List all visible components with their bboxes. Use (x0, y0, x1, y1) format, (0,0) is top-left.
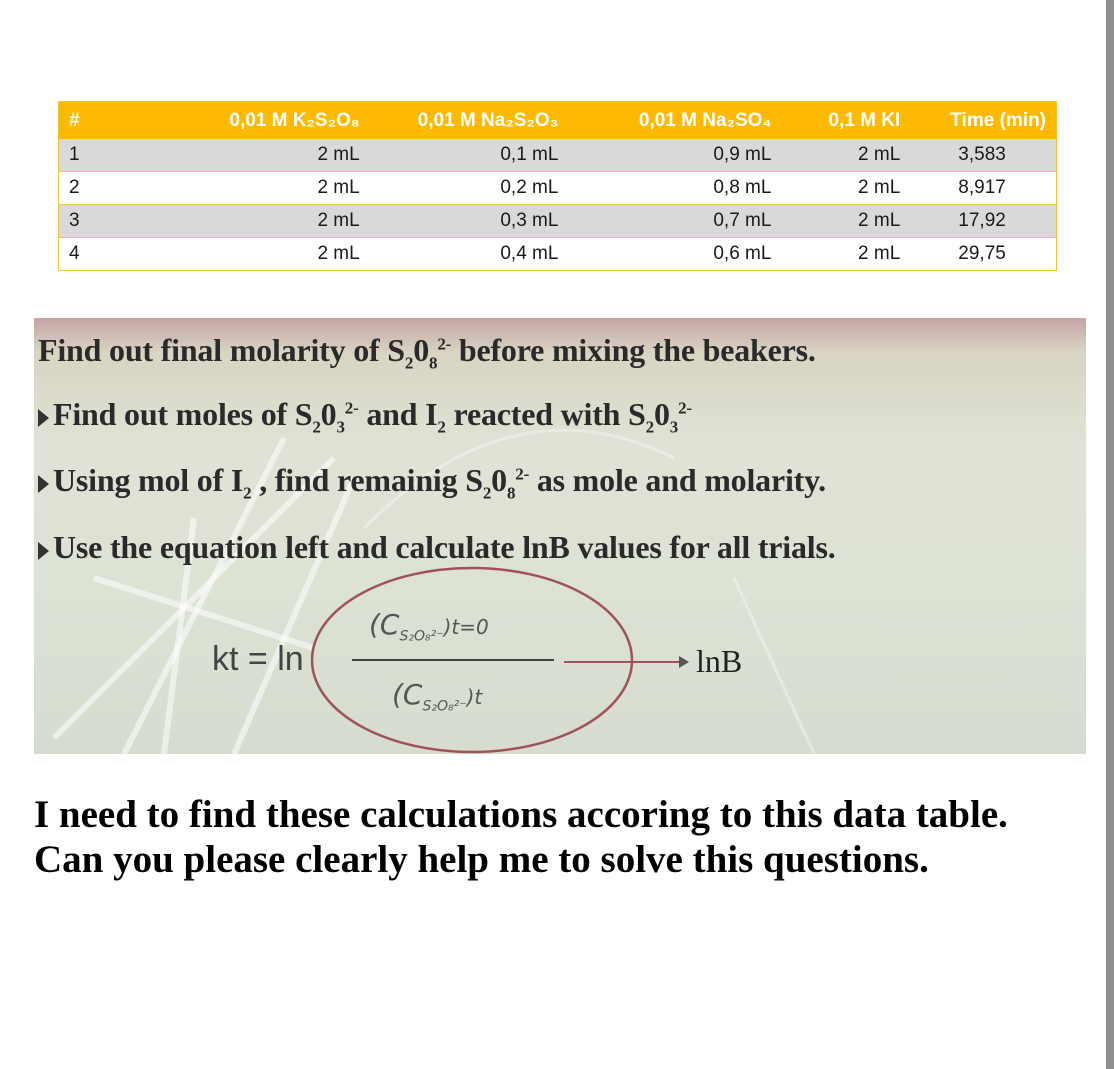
table-cell: 8,917 (910, 172, 1056, 205)
equation-result-lnb: lnB (696, 643, 743, 679)
subscript: 8 (429, 353, 438, 373)
denominator-close: )t (466, 685, 483, 709)
instruction-text: 0 (320, 396, 337, 432)
instruction-text: , find remainig S (251, 462, 483, 498)
instruction-text: Find out final molarity of S (38, 332, 405, 368)
column-header-number: # (59, 102, 148, 140)
column-header-time: Time (min) (910, 102, 1056, 140)
column-header-ki: 0,1 M KI (781, 102, 910, 140)
subscript: 2 (645, 417, 654, 437)
bullet-arrow-icon (38, 542, 49, 560)
table-cell: 0,6 mL (568, 238, 781, 271)
table-cell: 2 mL (781, 238, 910, 271)
page-edge-bar (1106, 0, 1114, 1069)
table-cell: 2 mL (781, 205, 910, 238)
equation-denominator (392, 678, 482, 715)
bullet-arrow-icon (38, 409, 49, 427)
table-cell: 3,583 (910, 139, 1056, 172)
table-cell: 2 mL (781, 139, 910, 172)
reagent-data-table (58, 101, 1057, 271)
table-cell: 0,7 mL (568, 205, 781, 238)
denominator-open: (C (392, 678, 423, 711)
numerator-open: (C (369, 608, 400, 641)
instruction-text: Using mol of I (53, 462, 244, 498)
column-header-na2s2o3: 0,01 M Na₂S₂O₃ (370, 102, 569, 140)
instruction-text: 0 (413, 332, 429, 368)
subscript: 2 (243, 483, 252, 503)
subscript: 3 (669, 417, 679, 437)
table-cell: 0,9 mL (568, 139, 781, 172)
table-cell: 2 mL (781, 172, 910, 205)
numerator-close: )t=0 (443, 615, 489, 639)
table-cell: 2 mL (147, 172, 370, 205)
instruction-line-2 (38, 396, 692, 437)
column-header-na2so4: 0,01 M Na₂SO₄ (568, 102, 781, 140)
table-cell: 1 (59, 139, 148, 172)
instruction-text: 0 (653, 396, 670, 432)
table-row (59, 172, 1057, 205)
table-row (59, 238, 1057, 271)
table-cell: 0,3 mL (370, 205, 569, 238)
table-cell: 4 (59, 238, 148, 271)
instruction-text: and I (358, 396, 438, 432)
instruction-text: 0 (491, 462, 507, 498)
subscript: 2 (437, 417, 446, 437)
table-header-row (59, 102, 1057, 140)
instruction-text: Use the equation left and calculate lnB values for all trials. (53, 529, 836, 565)
table-row (59, 205, 1057, 238)
instruction-line-3 (38, 462, 826, 503)
question-text: I need to find these calculations accoring to this data table. Can you please clearly help me to solve this questions. (34, 793, 1008, 882)
column-header-k2s2o8: 0,01 M K₂S₂O₈ (147, 102, 370, 140)
denominator-species: S₂O₈²⁻ (422, 698, 467, 715)
table-cell: 0,4 mL (370, 238, 569, 271)
bullet-arrow-icon (38, 475, 49, 493)
table-cell: 0,1 mL (370, 139, 569, 172)
table-cell: 2 mL (147, 238, 370, 271)
table-cell: 29,75 (910, 238, 1056, 271)
table-cell: 2 mL (147, 139, 370, 172)
instruction-line-4 (38, 529, 836, 566)
instruction-text: as mole and molarity. (529, 462, 826, 498)
numerator-species: S₂O₈²⁻ (399, 628, 444, 645)
subscript: 8 (506, 483, 516, 503)
instruction-text: Find out moles of S (53, 396, 313, 432)
table-cell: 0,8 mL (568, 172, 781, 205)
table-cell: 0,2 mL (370, 172, 569, 205)
instructions-photo (34, 318, 1086, 754)
table-cell: 17,92 (910, 205, 1056, 238)
subscript: 2 (312, 417, 321, 437)
table-cell: 3 (59, 205, 148, 238)
subscript: 3 (336, 417, 345, 437)
superscript: 2- (515, 464, 530, 484)
superscript: 2- (437, 334, 452, 354)
equation-numerator (369, 608, 489, 645)
equation-lhs: kt = ln (212, 640, 304, 678)
instruction-text: before mixing the beakers. (451, 332, 816, 368)
subscript: 2 (404, 353, 414, 373)
instruction-text: reacted with S (445, 396, 646, 432)
table-cell: 2 (59, 172, 148, 205)
subscript: 2 (482, 483, 492, 503)
instruction-line-1 (38, 332, 816, 373)
table-row (59, 139, 1057, 172)
superscript: 2- (344, 398, 359, 418)
table-cell: 2 mL (147, 205, 370, 238)
superscript: 2- (678, 398, 692, 418)
